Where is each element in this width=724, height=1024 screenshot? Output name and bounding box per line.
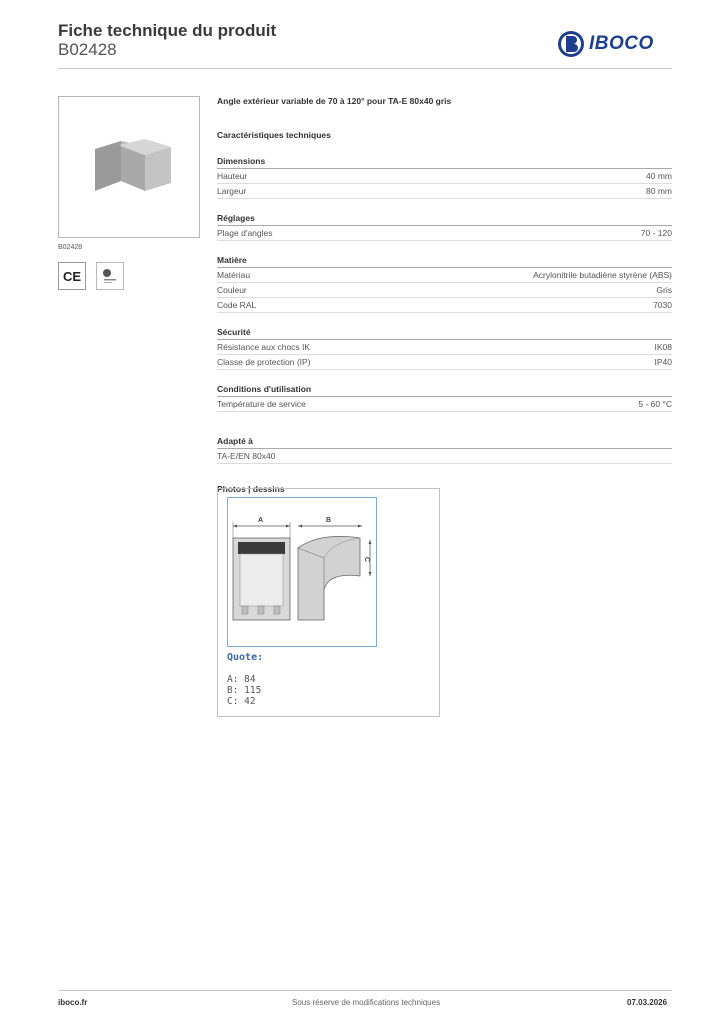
iboco-logo-icon xyxy=(557,30,585,58)
spec-label: Code RAL xyxy=(217,300,257,310)
spec-row xyxy=(217,397,672,412)
footer-divider xyxy=(58,990,672,991)
spec-label: Matériau xyxy=(217,270,251,280)
quote-a: A: 84 xyxy=(227,674,256,685)
spec-row xyxy=(217,449,672,464)
spec-row xyxy=(217,169,672,184)
brand-name: IBOCO xyxy=(589,33,654,54)
section-dimensions xyxy=(217,156,672,199)
footer-date: 07.03.2026 xyxy=(627,998,668,1007)
product-image xyxy=(58,96,200,238)
spec-label: Résistance aux chocs IK xyxy=(217,342,311,352)
spec-value: IP40 xyxy=(654,357,672,367)
spec-label: Hauteur xyxy=(217,171,248,181)
spec-value: 5 - 60 °C xyxy=(638,399,672,409)
section-title: Réglages xyxy=(217,213,672,226)
spec-value: Gris xyxy=(656,285,672,295)
section-securite xyxy=(217,327,672,370)
footer-notice: Sous réserve de modifications techniques xyxy=(292,998,441,1007)
section-title: Sécurité xyxy=(217,327,672,340)
section-adapte xyxy=(217,436,672,464)
image-caption: B02428 xyxy=(58,244,83,251)
brand-logo xyxy=(557,29,673,59)
section-conditions xyxy=(217,384,672,412)
spec-value: IK08 xyxy=(654,342,672,352)
spec-value: Acrylonitrile butadiène styrène (ABS) xyxy=(533,270,672,280)
section-title: Matière xyxy=(217,255,672,268)
spec-label: Largeur xyxy=(217,186,247,196)
spec-label: Couleur xyxy=(217,285,247,295)
page-title: Fiche technique du produit xyxy=(58,21,277,40)
quote-title: Quote: xyxy=(227,652,264,663)
product-code: B02428 xyxy=(58,40,117,59)
spec-row xyxy=(217,226,672,241)
footer-site: iboco.fr xyxy=(58,998,88,1007)
ce-mark: CE xyxy=(58,262,86,290)
product-title: Angle extérieur variable de 70 à 120° pour TA-E 80x40 gris xyxy=(217,96,452,106)
spec-row xyxy=(217,298,672,313)
spec-label: Température de service xyxy=(217,399,306,409)
quote-c: C: 42 xyxy=(227,696,256,707)
angle-product-picture xyxy=(59,97,199,237)
section-title: Dimensions xyxy=(217,156,672,169)
section-title: Adapté à xyxy=(217,436,672,449)
dimension-drawing xyxy=(228,498,376,646)
dim-label-a: A xyxy=(258,517,264,524)
spec-value: 80 mm xyxy=(646,186,672,196)
photos-heading: Photos | dessins xyxy=(217,484,285,494)
header-divider xyxy=(58,68,672,69)
quote-b: B: 115 xyxy=(227,685,262,696)
spec-row xyxy=(217,268,672,283)
spec-row xyxy=(217,283,672,298)
certification-mark-icon xyxy=(96,262,124,290)
spec-label: Plage d'angles xyxy=(217,228,273,238)
spec-value: 70 - 120 xyxy=(640,228,672,238)
dim-label-b: B xyxy=(326,517,332,524)
spec-content xyxy=(217,96,672,496)
section-title: Conditions d'utilisation xyxy=(217,384,672,397)
spec-row xyxy=(217,184,672,199)
technical-drawing xyxy=(217,488,440,717)
spec-label: Classe de protection (IP) xyxy=(217,357,311,367)
dim-label-c: C xyxy=(363,557,370,563)
drawing-frame xyxy=(227,497,377,647)
section-reglages xyxy=(217,213,672,241)
spec-row xyxy=(217,340,672,355)
spec-label: TA-E/EN 80x40 xyxy=(217,451,276,461)
spec-row xyxy=(217,355,672,370)
spec-value: 40 mm xyxy=(646,171,672,181)
section-matiere xyxy=(217,255,672,313)
tech-heading: Caractéristiques techniques xyxy=(217,130,331,140)
spec-value: 7030 xyxy=(653,300,672,310)
